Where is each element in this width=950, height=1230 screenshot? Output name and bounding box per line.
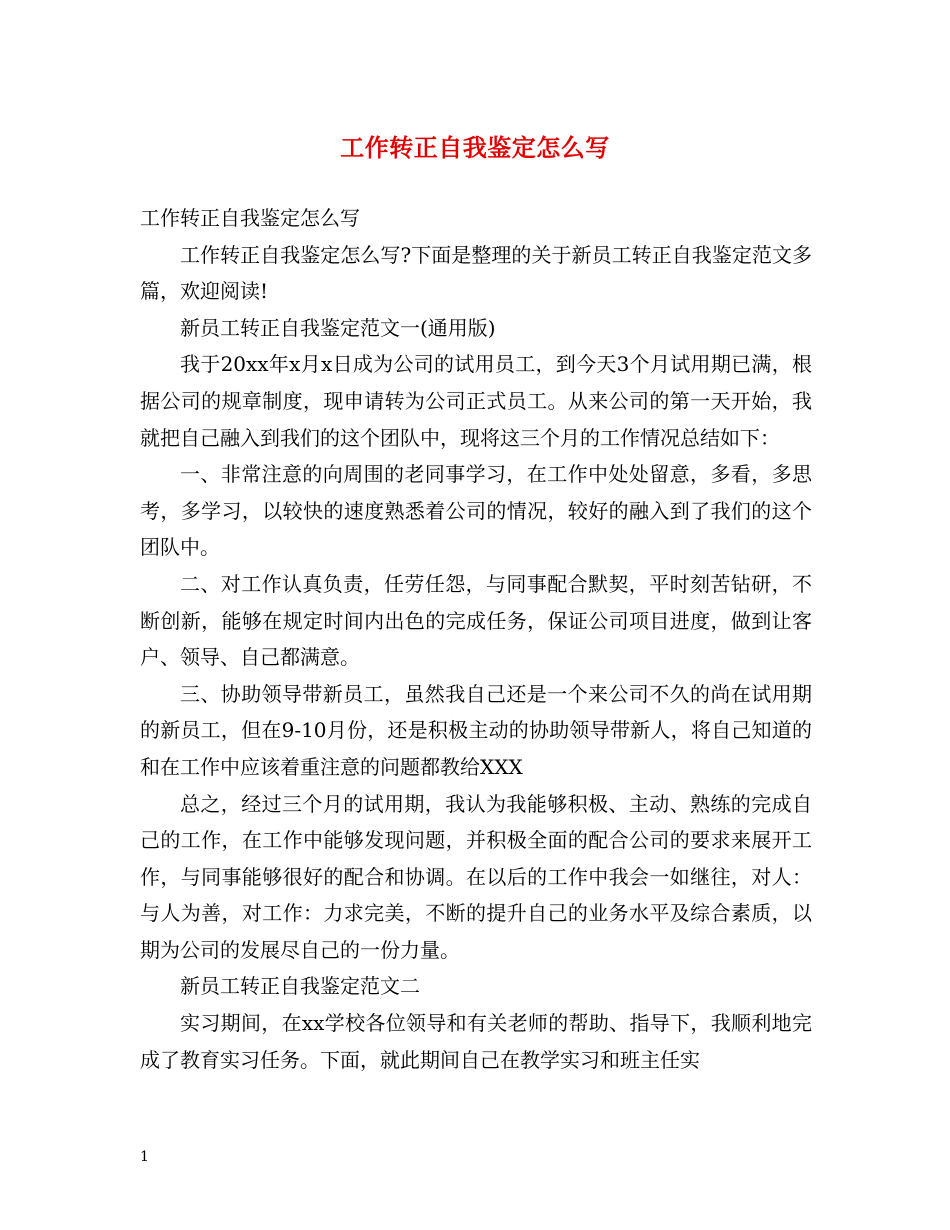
document-title: 工作转正自我鉴定怎么写 [340,133,610,162]
page-number: 1 [140,1149,149,1165]
paragraph-heading: 工作转正自我鉴定怎么写 [140,206,360,230]
paragraph-point-two: 二、对工作认真负责，任劳任怨，与同事配合默契，平时刻苦钻研，不断创新，能够在规定时间内出色的完成任务，保证公司项目进度，做到让客户、领导、自己都满意。 [140,571,812,670]
paragraph-section-two-title: 新员工转正自我鉴定范文二 [180,974,420,999]
paragraph-section-one-title: 新员工转正自我鉴定范文一(通用版) [180,315,496,340]
paragraph-section-two-body: 实习期间，在xx学校各位领导和有关老师的帮助、指导下，我顺利地完成了教育实习任务。下面，就此期间自己在教学实习和班主任实 [140,1011,812,1072]
document-body [140,200,812,1078]
paragraph-point-three: 三、协助领导带新员工，虽然我自己还是一个来公司不久的尚在试用期的新员工，但在9-10月份，还是积极主动的协助领导带新人，将自己知道的和在工作中应该着重注意的问题都教给XXX [140,681,812,779]
paragraph-intro: 工作转正自我鉴定怎么写?下面是整理的关于新员工转正自我鉴定范文多篇，欢迎阅读! [140,242,812,304]
paragraph-summary: 总之，经过三个月的试用期，我认为我能够积极、主动、熟练的完成自己的工作，在工作中能够发现问题，并积极全面的配合公司的要求来展开工作，与同事能够很好的配合和协调。在以后的工作中我会一如继往，对人：与人为善，对工作：力求完美，不断的提升自己的业务水平及综合素质，以期为公司的发展尽自己的一份力量。 [140,791,812,962]
paragraph-point-one: 一、非常注意的向周围的老同事学习，在工作中处处留意，多看，多思考，多学习，以较快的速度熟悉着公司的情况，较好的融入到了我们的这个团队中。 [140,462,812,560]
paragraph-section-one-body: 我于20xx年x月x日成为公司的试用员工，到今天3个月试用期已满，根据公司的规章制度，现申请转为公司正式员工。从来公司的第一天开始，我就把自己融入到我们的这个团队中，现将这三个月的工作情况总结如下： [140,352,812,450]
